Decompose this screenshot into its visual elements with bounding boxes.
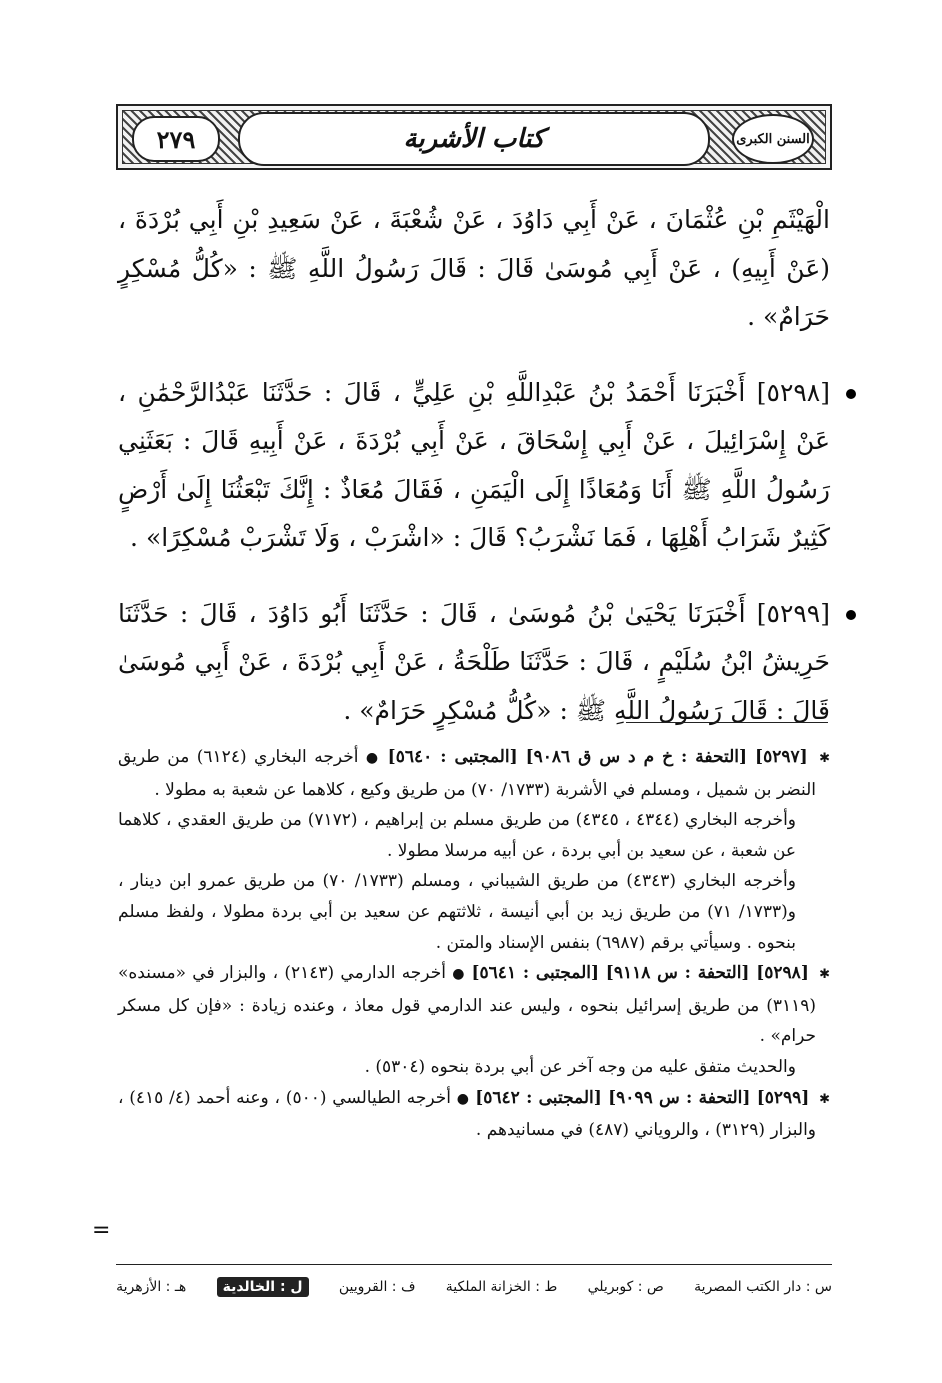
book-logo-text: السنن الكبرى: [736, 131, 810, 147]
chapter-title: كتاب الأشربة: [403, 124, 545, 154]
legend-item-fa: ف : القرويين: [338, 1279, 416, 1295]
footnote-5297-para3: وأخرجه البخاري (٤٣٤٣) من طريق الشيباني ، ومسلم (١٧٣٣/ ٧٠) من طريق عمرو ابن دينار ، و(١٧٣٣/ ٧١) من طريق زيد بن أبي أنيسة ، ثلاثتهم عن سعيد بن أبي بردة مطولا ، ولفظ مسلم بنحوه . وسيأتي برقم (٦٩٨٧) بنفس الإسناد والمتن .: [118, 871, 796, 953]
hadith-continuation: الْهَيْثَمِ بْنِ عُثْمَانَ ، عَنْ أَبِي دَاوُدَ ، عَنْ شُعْبَةَ ، عَنْ سَعِيدِ بْنِ أَبِي بُرْدَةَ ، (عَنْ أَبِيهِ) ، عَنْ أَبِي مُوسَىٰ قَالَ : قَالَ رَسُولُ اللَّهِ ﷺ : «كُلُّ مُسْكِرٍ حَرَامٌ» .: [118, 205, 830, 331]
footnote-5298-para2: والحديث متفق عليه من وجه آخر عن أبي بردة بنحوه (٥٣٠٤) .: [364, 1056, 796, 1077]
legend-item-s: س : دار الكتب المصرية: [694, 1279, 832, 1295]
chapter-title-cartouche: [238, 112, 710, 166]
page-number-oval: [132, 116, 220, 162]
legend-item-lam: ل : الخالدية: [217, 1277, 309, 1297]
footnotes: [118, 742, 830, 1146]
hadith-5298: [٥٢٩٨] أَخْبَرَنَا أَحْمَدُ بْنُ عَبْدِاللَّهِ بْنِ عَلِيٍّ ، قَالَ : حَدَّثَنَا عَبْدُالرَّحْمَٰنِ ، عَنْ إِسْرَائِيلَ ، عَنْ أَبِي إِسْحَاقَ ، عَنْ أَبِي بُرْدَةَ ، عَنْ أَبِيهِ قَالَ : بَعَثَنِي رَسُولُ اللَّهِ ﷺ أَنَا وَمُعَاذًا إِلَى الْيَمَنِ ، فَقَالَ مُعَاذٌ : إِنَّكَ تَبْعَثُنَا إِلَىٰ أَرْضٍ كَثِيرٌ شَرَابُ أَهْلِهَا ، فَمَا نَشْرَبُ؟ قَالَ : «اشْرَبْ ، وَلَا تَشْرَبْ مُسْكِرًا» .: [118, 369, 830, 563]
legend-item-sad: ص : كوبريلي: [587, 1279, 664, 1295]
continuation-mark: =: [92, 1218, 111, 1243]
book-logo-badge: [732, 114, 814, 164]
legend-item-ta: ط : الخزانة الملكية: [445, 1279, 558, 1295]
hadith-5299: [٥٢٩٩] أَخْبَرَنَا يَحْيَىٰ بْنُ مُوسَىٰ ، قَالَ : حَدَّثَنَا أَبُو دَاوُدَ ، قَالَ : حَدَّثَنَا حَرِيشُ ابْنُ سُلَيْمٍ ، قَالَ : حَدَّثَنَا طَلْحَةُ ، عَنْ أَبِي بُرْدَةَ ، عَنْ أَبِي مُوسَىٰ قَالَ : قَالَ رَسُولُ اللَّهِ ﷺ : «كُلُّ مُسْكِرٍ حَرَامٌ» .: [118, 590, 830, 736]
footnote-5299: ✱ [٥٢٩٩] [التحفة : س ٩٠٩٩] [المجتبى : ٥٦٤٢] ● أخرجه الطيالسي (٥٠٠) ، وعنه أحمد (٤/ ٤١٥) ، والبزار (٣١٢٩) ، والروياني (٤٨٧) في مسانيدهم .: [118, 1083, 830, 1146]
legend-item-ha: هـ : الأزهرية: [116, 1279, 187, 1295]
page-header: [116, 104, 832, 170]
manuscript-legend: [116, 1272, 832, 1302]
main-text: [118, 196, 830, 762]
footnote-5297-ref: [٥٢٩٧] [التحفة : خ م د س ق ٩٠٨٦] [المجتبى : ٥٦٤٠]: [387, 747, 808, 767]
footnote-5297-text: أخرجه البخاري (٦١٢٤) من طريق النضر بن شميل ، ومسلم في الأشربة (١٧٣٣/ ٧٠) من طريق وكيع ، كلاهما عن شعبة به مطولا .: [118, 747, 816, 800]
footnote-5297: ✱ [٥٢٩٧] [التحفة : خ م د س ق ٩٠٨٦] [المجتبى : ٥٦٤٠] ● أخرجه البخاري (٦١٢٤) من طريق النضر بن شميل ، ومسلم في الأشربة (١٧٣٣/ ٧٠) من طريق وكيع ، كلاهما عن شعبة به مطولا .: [118, 742, 830, 805]
footnote-5298-text: أخرجه الدارمي (٢١٤٣) ، والبزار في «مسنده» (٣١١٩) من طريق إسرائيل بنحوه ، وليس عند الدارمي قول معاذ ، وعنده زيادة : «فإن كل مسكر حرام» .: [118, 963, 816, 1047]
footnote-5299-text: أخرجه الطيالسي (٥٠٠) ، وعنه أحمد (٤/ ٤١٥) ، والبزار (٣١٢٩) ، والروياني (٤٨٧) في مسانيدهم .: [118, 1087, 816, 1141]
footnote-5299-ref: [٥٢٩٩] [التحفة : س ٩٠٩٩] [المجتبى : ٥٦٤٢]: [475, 1087, 810, 1108]
footer-line: [116, 1264, 832, 1265]
footnote-5298-ref: [٥٢٩٨] [التحفة : س ٩١١٨] [المجتبى : ٥٦٤١]: [471, 963, 809, 984]
footnote-separator: [626, 722, 828, 723]
footnote-5297-para2: وأخرجه البخاري (٤٣٤٤ ، ٤٣٤٥) من طريق مسلم بن إبراهيم ، (٧١٧٢) من طريق العقدي ، كلاهما عن شعبة ، عن سعيد بن أبي بردة ، عن أبيه مرسلا مطولا .: [118, 810, 796, 861]
page-number: ٢٧٩: [156, 124, 196, 154]
footnote-5298: ✱ [٥٢٩٨] [التحفة : س ٩١١٨] [المجتبى : ٥٦٤١] ● أخرجه الدارمي (٢١٤٣) ، والبزار في «مسنده» (٣١١٩) من طريق إسرائيل بنحوه ، وليس عند الدارمي قول معاذ ، وعنده زيادة : «فإن كل مسكر حرام» .: [118, 958, 830, 1052]
